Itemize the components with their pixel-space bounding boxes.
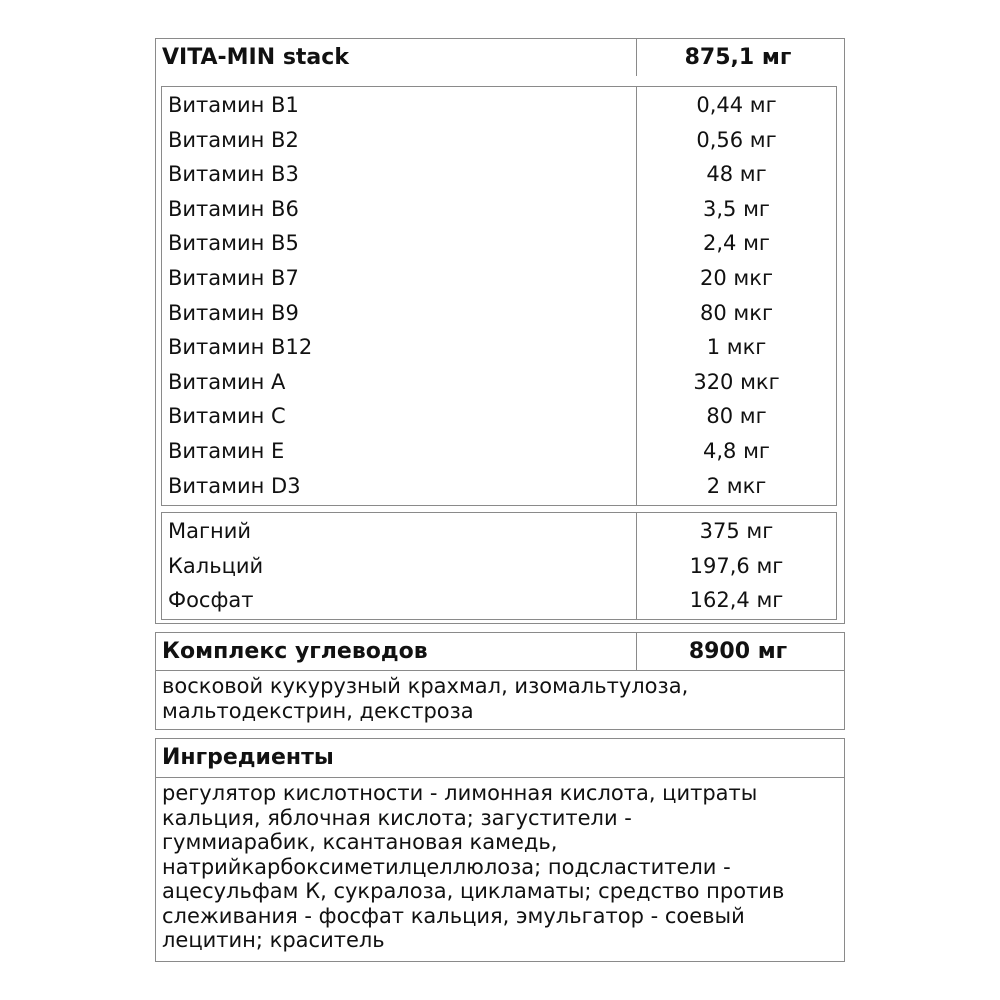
carbs-total: 8900 мг	[688, 639, 788, 664]
ingredients-line: регулятор кислотности - лимонная кислота, цитраты	[162, 781, 758, 805]
ingredients-box	[155, 738, 845, 962]
mineral-row-name: Кальций	[168, 553, 264, 578]
vitamin-row-name: Витамин B12	[168, 335, 313, 360]
carbs-header-rule	[156, 670, 844, 671]
carbs-title: Комплекс углеводов	[162, 639, 428, 664]
stack-header-row	[156, 40, 844, 75]
mineral-row-name: Фосфат	[168, 588, 254, 613]
ingredients-text	[162, 781, 784, 953]
carbs-description	[162, 674, 688, 723]
vitamin-row-name: Витамин B9	[168, 300, 299, 325]
ingredients-header-row	[156, 740, 844, 775]
ingredients-line: ацесульфам К, сукралоза, цикламаты; средство против	[162, 879, 785, 903]
ingredients-line: натрийкарбоксиметилцеллюлоза; подсластители -	[162, 854, 731, 879]
ingredients-header-rule	[156, 777, 844, 778]
mineral-row-value: 197,6 мг	[689, 553, 784, 578]
vitamin-row-name: Витамин B6	[168, 196, 299, 221]
vitamin-row-name: Витамин E	[168, 439, 285, 463]
vitamin-row-name: Витамин B2	[168, 127, 299, 152]
vitamin-row-name: Витамин B1	[168, 93, 299, 117]
vitamin-row	[162, 261, 836, 296]
vitamin-row-value: 20 мкг	[700, 266, 773, 290]
vitamin-row-name: Витамин B7	[168, 266, 299, 290]
ingredients-line: кальция, яблочная кислота; загустители -	[162, 805, 632, 830]
vitamins-box	[161, 86, 837, 506]
vitamin-row	[162, 296, 836, 331]
mineral-row	[162, 549, 836, 584]
vitamin-row	[162, 434, 836, 469]
vitamin-row-value: 0,44 мг	[696, 93, 777, 117]
vitamin-row	[162, 399, 836, 434]
vitamin-row-value: 3,5 мг	[703, 196, 770, 221]
vitamin-row	[162, 88, 836, 123]
vitamin-row-value: 1 мкг	[706, 335, 767, 360]
vitamin-row-value: 2 мкг	[706, 473, 767, 498]
carbs-box	[155, 632, 845, 730]
carbs-line: восковой кукурузный крахмал, изомальтулоза,	[162, 674, 689, 698]
carbs-line: мальтодекстрин, декстроза	[162, 698, 474, 723]
mineral-row-name: Магний	[168, 519, 252, 543]
carbs-header-divider	[636, 633, 637, 670]
ingredients-line: слеживания - фосфат кальция, эмульгатор - соевый	[162, 903, 745, 928]
ingredients-line: гуммиарабик, ксантановая камедь,	[162, 830, 558, 854]
vitamin-row-name: Витамин B5	[168, 231, 299, 256]
vitamin-row-name: Витамин B3	[168, 162, 299, 187]
vitamin-row-name: Витамин A	[168, 369, 286, 394]
vitamin-row	[162, 226, 836, 261]
vitamin-row	[162, 365, 836, 400]
vitamin-row-value: 48 мг	[706, 162, 767, 187]
minerals-box	[161, 512, 837, 620]
vitamin-row	[162, 123, 836, 158]
vitamin-row-value: 80 мкг	[700, 300, 773, 325]
vitamin-row-name: Витамин D3	[168, 473, 301, 498]
stack-header-divider	[636, 39, 637, 76]
vitamin-row	[162, 157, 836, 192]
ingredients-title: Ингредиенты	[162, 745, 334, 770]
mineral-row	[162, 583, 836, 618]
vitamin-row	[162, 469, 836, 504]
stack-total: 875,1 мг	[684, 45, 792, 70]
vitamin-row-name: Витамин C	[168, 404, 286, 429]
vitamin-row-value: 4,8 мг	[703, 439, 770, 463]
ingredients-line: лецитин; краситель	[162, 928, 385, 952]
mineral-row-value: 375 мг	[699, 519, 774, 543]
vitamin-row	[162, 192, 836, 227]
vitamin-row-value: 80 мг	[706, 404, 767, 429]
mineral-row	[162, 514, 836, 549]
vitamin-row-value: 0,56 мг	[696, 127, 777, 152]
stack-title: VITA-MIN stack	[162, 45, 349, 70]
carbs-header-row	[156, 634, 844, 669]
vitamin-row-value: 2,4 мг	[703, 231, 770, 256]
mineral-row-value: 162,4 мг	[689, 588, 784, 613]
vitamin-row-value: 320 мкг	[693, 369, 780, 394]
vitamin-row	[162, 330, 836, 365]
